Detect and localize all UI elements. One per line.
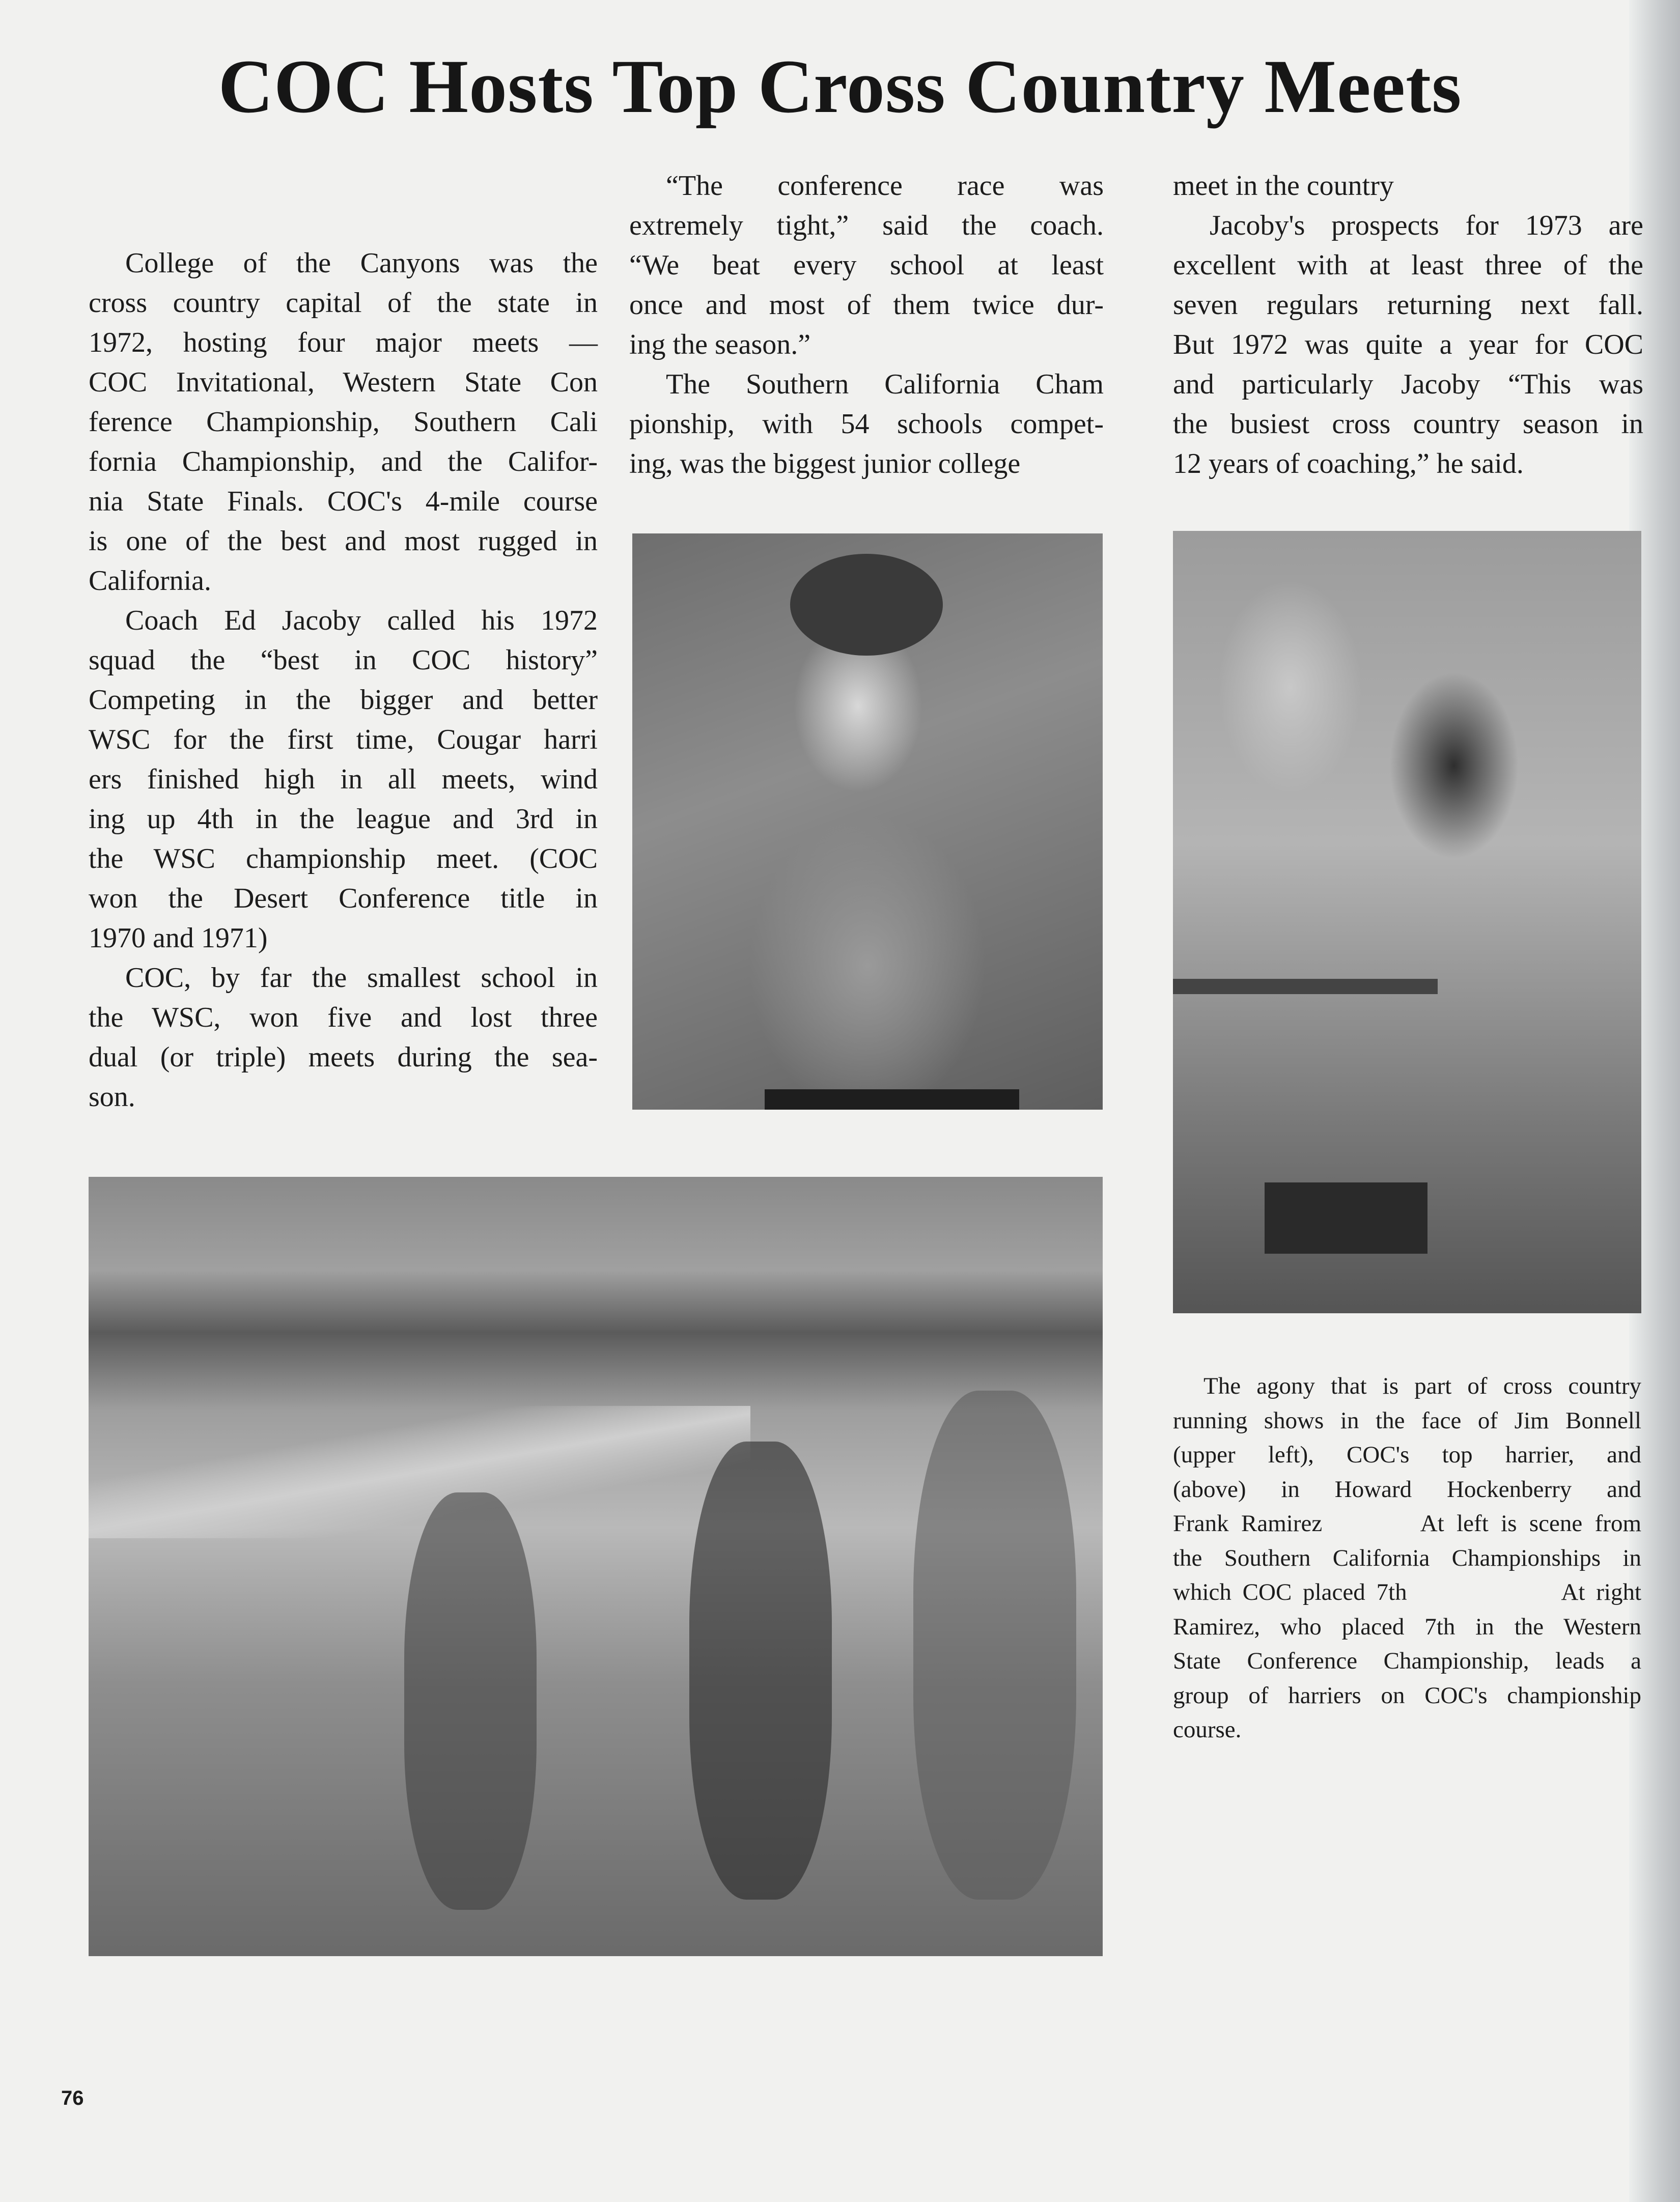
photo-caption [1173, 1369, 1641, 1747]
text-line: Ramirez, who placed 7th in the Western [1173, 1613, 1641, 1640]
text-line: WSC for the first time, Cougar harri [89, 724, 598, 755]
text-line: seven regulars returning next fall. [1173, 289, 1643, 321]
photo-jersey-stripe [1173, 979, 1438, 994]
text-line: the busiest cross country season in [1173, 408, 1643, 440]
text-line: COC Invitational, Western State Con [89, 366, 598, 398]
page-title: COC Hosts Top Cross Country Meets [218, 44, 1462, 129]
text-line: is one of the best and most rugged in [89, 525, 598, 557]
text-line: and particularly Jacoby “This was [1173, 369, 1643, 400]
text-line: once and most of them twice dur- [629, 289, 1104, 321]
text-line: which COC placed 7th At right [1173, 1579, 1641, 1605]
text-line: the WSC championship meet. (COC [89, 843, 598, 874]
text-line: State Conference Championship, leads a [1173, 1648, 1641, 1674]
text-line: cross country capital of the state in [89, 287, 598, 319]
text-line: dual (or triple) meets during the sea- [89, 1041, 598, 1073]
text-line: ers finished high in all meets, wind [89, 764, 598, 795]
text-line: 12 years of coaching,” he said. [1173, 448, 1524, 479]
text-line: 1972, hosting four major meets — [89, 327, 598, 358]
text-line: Competing in the bigger and better [89, 684, 598, 716]
text-line: ing, was the biggest junior college [629, 448, 1021, 479]
text-line: the WSC, won five and lost three [89, 1002, 598, 1033]
text-line: But 1972 was quite a year for COC [1173, 329, 1643, 360]
photo-trail [89, 1406, 750, 1538]
text-line: nia State Finals. COC's 4-mile course [89, 486, 598, 517]
text-line: California. [89, 565, 212, 597]
text-line: (above) in Howard Hockenberry and [1173, 1476, 1641, 1503]
text-line: meet in the country [1173, 170, 1394, 202]
text-line: pionship, with 54 schools compet- [629, 408, 1104, 440]
photo-race-scene [89, 1177, 1103, 1956]
text-line: Frank Ramirez At left is scene from [1173, 1510, 1641, 1537]
article-column-1 [89, 243, 598, 1117]
text-line: course. [1173, 1716, 1242, 1743]
text-line: “The conference race was [666, 170, 1104, 202]
text-line: The agony that is part of cross country [1203, 1373, 1641, 1399]
photo-runner-closeup [632, 533, 1103, 1110]
text-line: 1970 and 1971) [89, 922, 268, 954]
text-line: squad the “best in COC history” [89, 644, 598, 676]
photo-runner-1 [404, 1492, 537, 1910]
text-line: ing up 4th in the league and 3rd in [89, 803, 598, 835]
text-line: “We beat every school at least [629, 249, 1104, 281]
text-line: group of harriers on COC's championship [1173, 1682, 1641, 1709]
text-line: Jacoby's prospects for 1973 are [1210, 210, 1643, 241]
text-line: The Southern California Cham [666, 369, 1104, 400]
text-line: COC, by far the smallest school in [125, 962, 598, 994]
text-line: son. [89, 1081, 135, 1113]
photo-shorts [1265, 1182, 1427, 1254]
text-line: College of the Canyons was the [125, 247, 598, 279]
photo-runner-2 [689, 1442, 832, 1900]
text-line: ference Championship, Southern Cali [89, 406, 598, 438]
article-column-3 [1173, 166, 1643, 484]
article-column-2 [629, 166, 1104, 484]
text-line: the Southern California Championships in [1173, 1544, 1641, 1571]
photo-runner-3 [913, 1391, 1076, 1900]
page-number: 76 [61, 2087, 84, 2109]
photo-hair [790, 554, 943, 656]
text-line: (upper left), COC's top harrier, and [1173, 1442, 1641, 1468]
photo-group-runners [1173, 531, 1641, 1313]
text-line: excellent with at least three of the [1173, 249, 1643, 281]
text-line: extremely tight,” said the coach. [629, 210, 1104, 241]
photo-shirt-band [765, 1089, 1019, 1110]
text-line: Coach Ed Jacoby called his 1972 [125, 605, 598, 636]
text-line: fornia Championship, and the Califor- [89, 446, 598, 477]
text-line: won the Desert Conference title in [89, 883, 598, 914]
text-line: ing the season.” [629, 329, 811, 360]
text-line: running shows in the face of Jim Bonnell [1173, 1407, 1641, 1434]
